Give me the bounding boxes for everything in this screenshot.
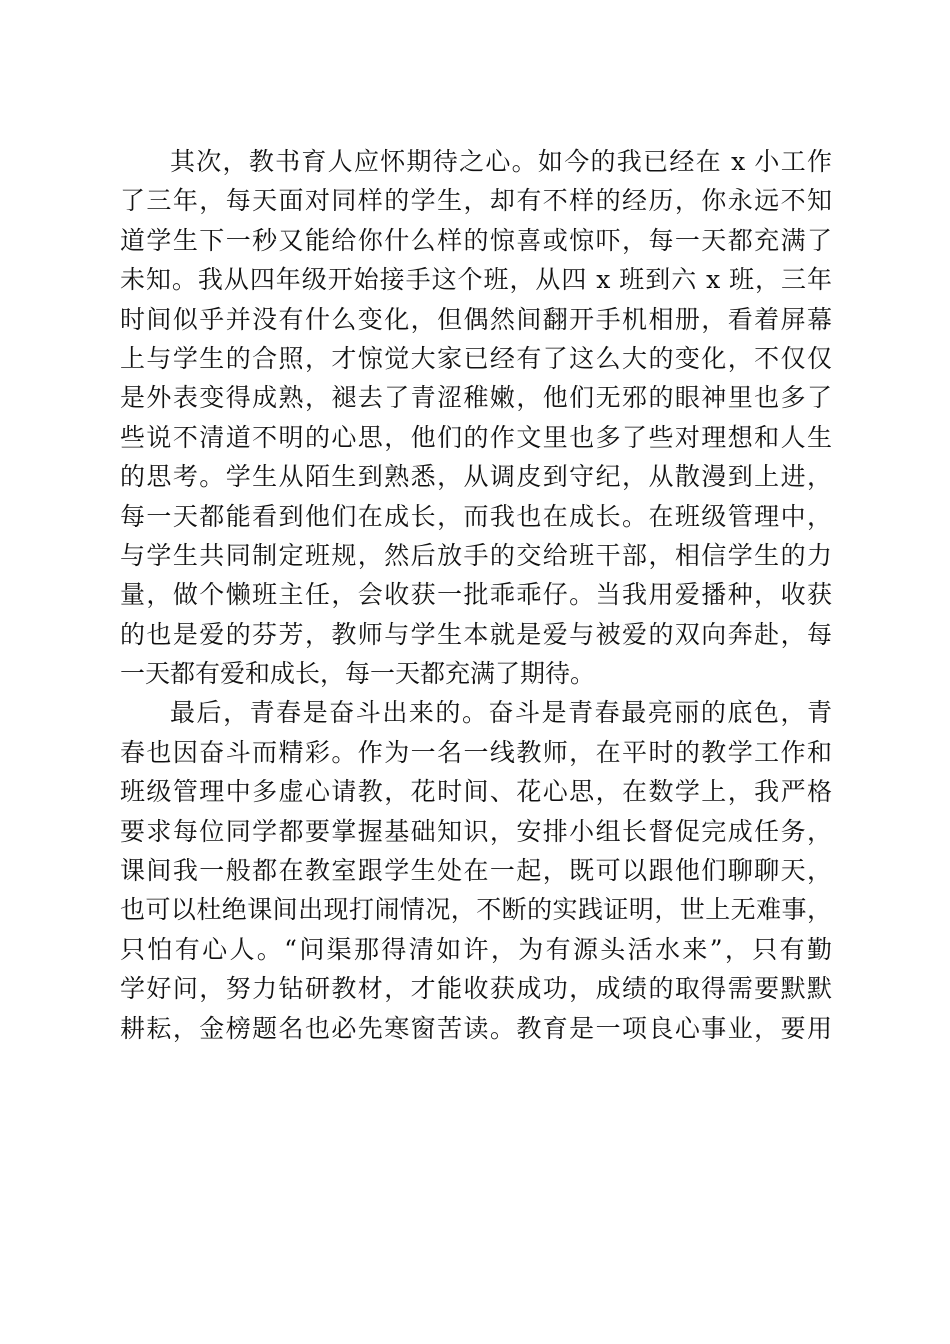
paragraph-line: 课间我一般都在教室跟学生处在一起，既可以跟他们聊聊天， — [120, 856, 832, 886]
paragraph-line: 学好问，努力钻研教材，才能收获成功，成绩的取得需要默默 — [120, 974, 832, 1004]
paragraph-line: 的思考。学生从陌生到熟悉，从调皮到守纪，从散漫到上进， — [120, 462, 832, 492]
paragraph-line: 班级管理中多虚心请教，花时间、花心思，在数学上，我严格 — [120, 777, 832, 807]
paragraph-line: 些说不清道不明的心思，他们的作文里也多了些对理想和人生 — [120, 422, 832, 452]
paragraph-line: 每一天都能看到他们在成长，而我也在成长。在班级管理中， — [120, 501, 832, 531]
paragraph-line: 最后，青春是奋斗出来的。奋斗是青春最亮丽的底色，青 — [170, 698, 832, 728]
paragraph-struggle — [120, 693, 832, 1048]
paragraph-line: 一天都有爱和成长，每一天都充满了期待。 — [120, 659, 596, 689]
paragraph-line: 道学生下一秒又能给你什么样的惊喜或惊吓，每一天都充满了 — [120, 225, 832, 255]
paragraph-line: 时间似乎并没有什么变化，但偶然间翻开手机相册，看着屏幕 — [120, 304, 832, 334]
paragraph-line: 也可以杜绝课间出现打闹情况，不断的实践证明，世上无难事， — [120, 895, 832, 925]
paragraph-line: 是外表变得成熟，褪去了青涩稚嫩，他们无邪的眼神里也多了 — [120, 383, 832, 413]
paragraph-expectation — [120, 142, 832, 693]
document-body — [120, 142, 832, 1048]
paragraph-line: 要求每位同学都要掌握基础知识，安排小组长督促完成任务， — [120, 816, 832, 846]
paragraph-line: 耕耘，金榜题名也必先寒窗苦读。教育是一项良心事业，要用 — [120, 1013, 832, 1043]
paragraph-line: 其次，教书育人应怀期待之心。如今的我已经在 x 小工作 — [170, 147, 832, 176]
paragraph-line: 未知。我从四年级开始接手这个班，从四 x 班到六 x 班，三年 — [120, 265, 832, 295]
paragraph-line: 春也因奋斗而精彩。作为一名一线教师，在平时的教学工作和 — [120, 737, 832, 767]
paragraph-line: 的也是爱的芬芳，教师与学生本就是爱与被爱的双向奔赴，每 — [120, 619, 832, 649]
paragraph-line: 上与学生的合照，才惊觉大家已经有了这么大的变化，不仅仅 — [120, 343, 832, 373]
paragraph-line: 只怕有心人。“问渠那得清如许，为有源头活水来”，只有勤 — [120, 934, 832, 964]
paragraph-line: 量，做个懒班主任，会收获一批乖乖仔。当我用爱播种，收获 — [120, 580, 832, 610]
paragraph-line: 与学生共同制定班规，然后放手的交给班干部，相信学生的力 — [120, 540, 832, 570]
paragraph-line: 了三年，每天面对同样的学生，却有不样的经历，你永远不知 — [120, 186, 832, 216]
